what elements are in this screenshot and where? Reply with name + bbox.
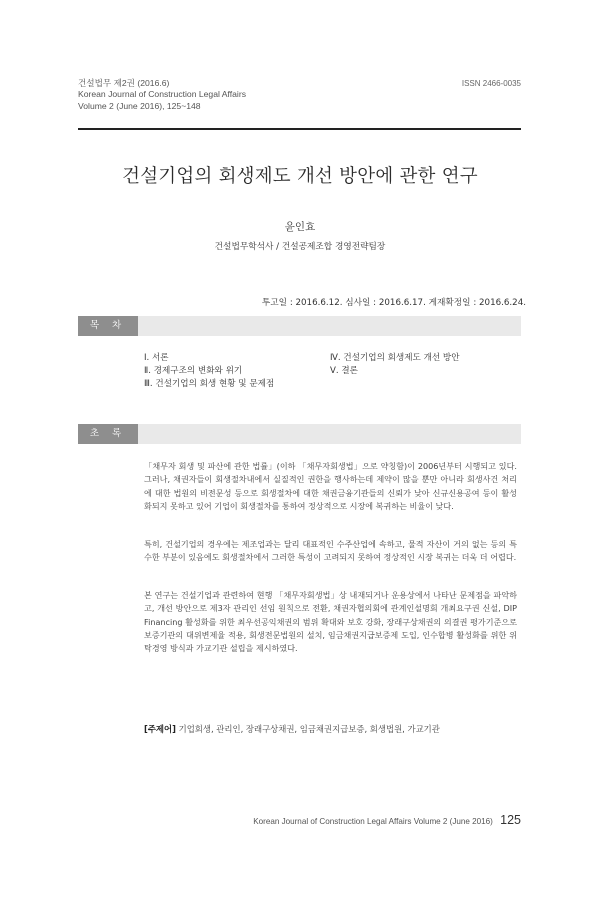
- abstract-paragraph-2: 특히, 건설기업의 경우에는 제조업과는 달리 대표적인 수주산업에 속하고, 물적 자산이 거의 없는 등의 특수한 부분이 있음에도 회생절차에서 그러한 특성이 고려되지 못하여 정상적인 시장 복귀는 더욱 더 어렵다.: [144, 539, 517, 563]
- journal-english-name: Korean Journal of Construction Legal Affairs: [78, 89, 246, 100]
- toc-item: Ⅴ. 결론: [330, 366, 358, 376]
- abstract-paragraph-3: 본 연구는 건설기업과 관련하여 현행 「채무자회생법」상 내재되거나 운용상에서 나타난 문제점을 파악하고, 개선 방안으로 제3자 관리인 선임 원칙으로 전환, 채권자협의회에 관계인설명회 개최요구권 신설, DIP Financing 활성화를 위한 최우선공익채권의 범위 확대와 보호 강화, 장래구상채권의 의결권 평가기준으로 보증기관의 대위변제율 적용, 회생전문법원의 설치, 임금채권지급보증제 도입, 인수합병 활성화를 위한 위탁경영 방식과 가교기관 설립을 제시하였다.: [144, 590, 517, 654]
- page-footer: [253, 813, 521, 827]
- toc-left-column: [144, 352, 274, 391]
- toc-item: Ⅳ. 건설기업의 회생제도 개선 방안: [330, 353, 460, 363]
- journal-volume: Volume 2 (June 2016), 125~148: [78, 100, 201, 111]
- keywords-label: [주제어]: [144, 724, 176, 734]
- keywords-text: 기업회생, 관리인, 장래구상채권, 임금채권지급보증, 회생법원, 가교기관: [178, 724, 440, 734]
- toc-right-column: [330, 352, 460, 378]
- keywords: [144, 723, 440, 735]
- header-rule: [78, 128, 521, 130]
- journal-korean-name: 건설법무 제2권 (2016.6): [78, 78, 170, 88]
- issn: ISSN 2466-0035: [461, 79, 521, 88]
- running-title: Korean Journal of Construction Legal Affairs Volume 2 (June 2016): [253, 817, 493, 826]
- toc-item: Ⅱ. 경제구조의 변화와 위기: [144, 366, 243, 376]
- submission-dates: 투고일 : 2016.6.12. 심사일 : 2016.6.17. 게재확정일 : 2016.6.24.: [261, 298, 526, 308]
- author-affiliation: 건설법무학석사 / 건설공제조합 경영전략팀장: [214, 242, 386, 252]
- abstract-header-bar: [78, 424, 521, 444]
- toc-item: Ⅰ. 서론: [144, 353, 169, 363]
- toc-header-bar: [78, 316, 521, 336]
- abstract-paragraph-1: 「채무자 회생 및 파산에 관한 법률」(이하 「채무자회생법」으로 약칭함)이 2006년부터 시행되고 있다. 그러나, 채권자들이 회생절차내에서 실질적인 권한을 행사하는데 제약이 많을 뿐만 아니라 회생사건 처리에 대한 법원의 비전문성 등으로 회생절차에 대한 채권금융기관들의 신뢰가 낮아 신규신용공여 등이 활성화되지 못하고 있어 기업이 회생절차를 통하여 정상적으로 시장에 복귀하는 비율이 낮다.: [144, 461, 517, 511]
- author-name: 윤인효: [284, 221, 316, 233]
- toc-item: Ⅲ. 건설기업의 회생 현황 및 문제점: [144, 379, 275, 389]
- article-title: 건설기업의 회생제도 개선 방안에 관한 연구: [122, 166, 478, 187]
- journal-header: [78, 78, 246, 112]
- page-number: 125: [500, 813, 521, 827]
- abstract-label: 초 록: [78, 424, 138, 444]
- toc-label: 목 차: [78, 316, 138, 336]
